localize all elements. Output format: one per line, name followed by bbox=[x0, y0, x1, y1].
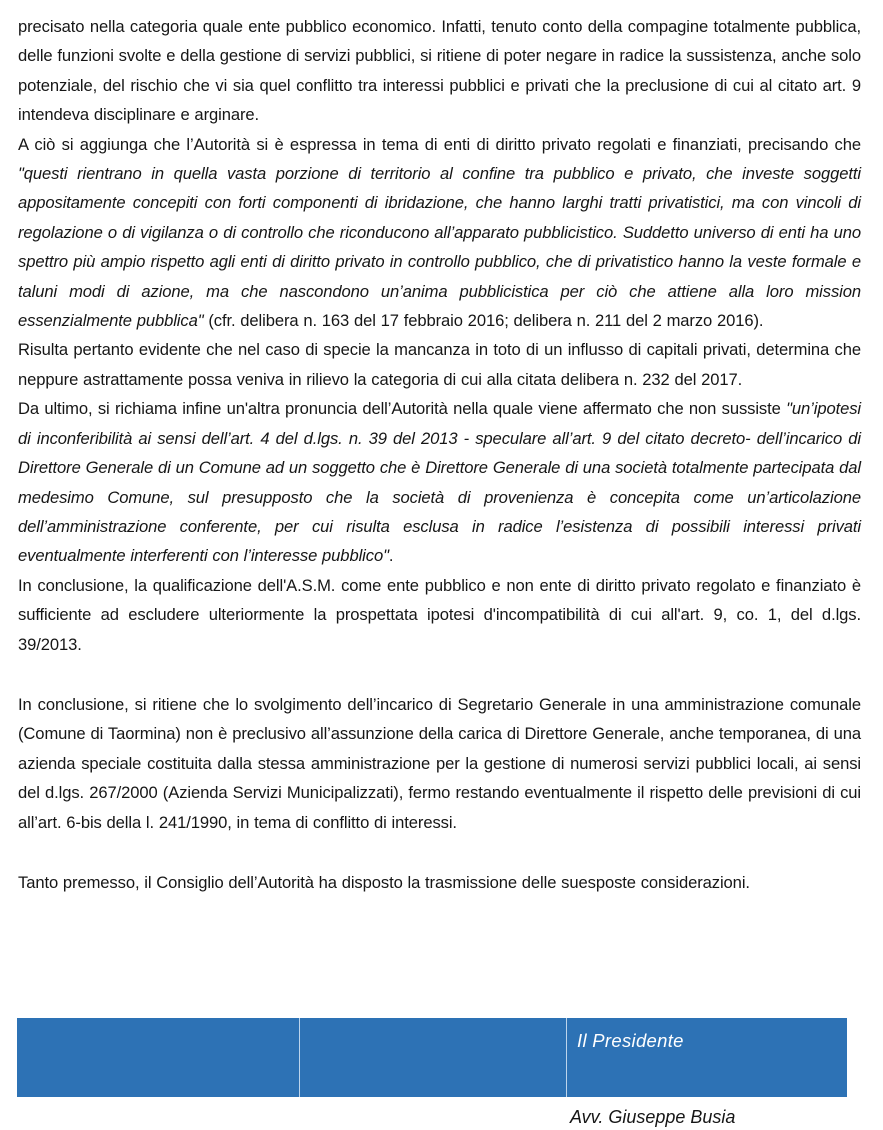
paragraph bbox=[18, 571, 861, 659]
body-text: precisato nella categoria quale ente pubblico economico. Infatti, tenuto conto della compagine totalmente pubblica, delle funzioni svolte e della gestione di servizi pubblici, si ritiene di poter negare in radice la sussistenza, anche solo potenziale, del rischio che vi sia quel conflitto tra interessi pubblici e privati che la preclusione di cui al citato art. 9 intendeva disciplinare e arginare. bbox=[18, 17, 861, 125]
paragraph bbox=[18, 394, 861, 570]
signature-table-cell-1 bbox=[17, 1018, 299, 1097]
paragraph bbox=[18, 335, 861, 394]
paragraph bbox=[18, 690, 861, 837]
body-text: (cfr. delibera n. 163 del 17 febbraio 2016; delibera n. 211 del 2 marzo 2016). bbox=[203, 311, 764, 331]
quoted-italic-text: "un’ipotesi di inconferibilità ai sensi dell’art. 4 del d.lgs. n. 39 del 2013 - speculare all’art. 9 del citato decreto- dell’incarico di Direttore Generale di un Comune ad un soggetto che è Direttore Generale di una società totalmente partecipata dal medesimo Comune, sul presupposto che la società di provenienza è concepita come un’articolazione dell’amministrazione conferente, per cui risulta esclusa in radice l’esistenza di possibili interessi privati eventualmente interferenti con l’interesse pubblico" bbox=[18, 399, 861, 566]
paragraph bbox=[18, 868, 861, 897]
body-text: Tanto premesso, il Consiglio dell’Autorità ha disposto la trasmissione delle suesposte considerazioni. bbox=[18, 872, 750, 892]
body-text: In conclusione, la qualificazione dell'A.S.M. come ente pubblico e non ente di diritto privato regolato e finanziato è sufficiente ad escludere ulteriormente la prospettata ipotesi d'incompatibilità di cui all'art. 9, co. 1, del d.lgs. 39/2013. bbox=[18, 575, 861, 654]
body-text: A ciò si aggiunga che l’Autorità si è espressa in tema di enti di diritto privato regolati e finanziati, precisando che bbox=[18, 134, 861, 154]
signature-table-cell-2 bbox=[299, 1018, 566, 1097]
signer-name: Avv. Giuseppe Busia bbox=[570, 1107, 736, 1127]
signature-table-cell-3 bbox=[566, 1018, 847, 1097]
signature-block bbox=[17, 1018, 847, 1127]
president-title: Il Presidente bbox=[577, 1030, 684, 1051]
document-body bbox=[18, 12, 861, 897]
quoted-italic-text: "questi rientrano in quella vasta porzione di territorio al confine tra pubblico e privato, che investe soggetti appositamente concepiti con forti componenti di ibridazione, che hanno larghi tratti privatistici, ma con vincoli di regolazione o di vigilanza o di controllo che riconducono all’apparato pubblicistico. Suddetto universo di enti ha uno spettro più ampio rispetto agli enti di diritto privato in controllo pubblico, che di privatistico hanno la veste formale e taluni modi di azione, ma che nascondono un’anima pubblicistica per ciò che attiene alla loro mission essenzialmente pubblica" bbox=[18, 164, 861, 331]
paragraph bbox=[18, 130, 861, 336]
body-text: In conclusione, si ritiene che lo svolgimento dell’incarico di Segretario Generale in una amministrazione comunale (Comune di Taormina) non è preclusivo all’assunzione della carica di Direttore Generale, anche temporanea, di una azienda speciale costituita dalla stessa amministrazione per la gestione di numerosi servizi pubblici locali, ai sensi del d.lgs. 267/2000 (Azienda Servizi Municipalizzati), fermo restando eventualmente il rispetto delle previsioni di cui all’art. 6-bis della l. 241/1990, in tema di conflitto di interessi. bbox=[18, 694, 861, 832]
signature-table bbox=[17, 1018, 847, 1097]
paragraph bbox=[18, 12, 861, 130]
body-text: . bbox=[388, 546, 394, 566]
body-text: Risulta pertanto evidente che nel caso di specie la mancanza in toto di un influsso di capitali privati, determina che neppure astrattamente possa veniva in rilievo la categoria di cui alla citata delibera n. 232 del 2017. bbox=[18, 340, 861, 389]
body-text: Da ultimo, si richiama infine un'altra pronuncia dell’Autorità nella quale viene affermato che non sussiste bbox=[18, 399, 787, 419]
